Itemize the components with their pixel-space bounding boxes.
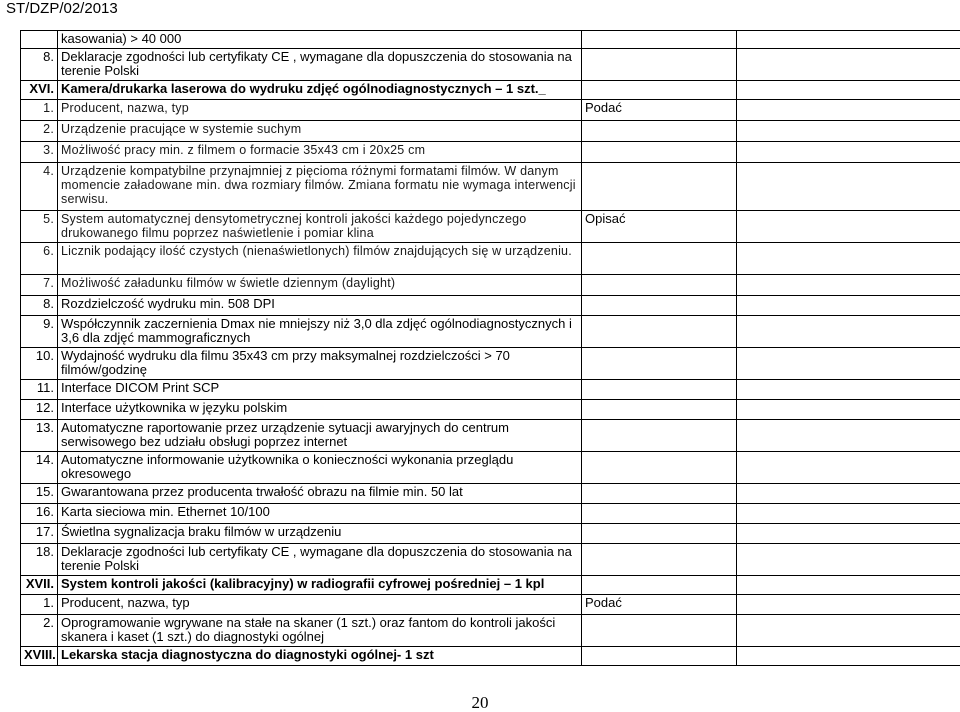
row-description: Interface DICOM Print SCP (58, 380, 582, 400)
row-offered-value[interactable] (737, 400, 960, 420)
section-header-row (21, 81, 960, 100)
row-description: Współczynnik zaczernienia Dmax nie mniejszy niż 3,0 dla zdjęć ogólnodiagnostycznych i 3,6 dla zdjęć mammograficznych (58, 316, 582, 348)
specification-table (20, 30, 960, 666)
row-requirement (582, 296, 737, 316)
table-row (21, 400, 960, 420)
table-row (21, 316, 960, 348)
row-number: 2. (21, 615, 58, 647)
table-row (21, 420, 960, 452)
row-description: Automatyczne raportowanie przez urządzenie sytuacji awaryjnych do centrum serwisowego bez udziału obsługi poprzez internet (58, 420, 582, 452)
row-offered-value[interactable] (737, 595, 960, 615)
table-row (21, 211, 960, 243)
row-description: System automatycznej densytometrycznej kontroli jakości każdego pojedynczego drukowanego filmu poprzez naświetlenie i pomiar klina (58, 211, 582, 243)
row-requirement: Opisać (582, 211, 737, 243)
row-offered-value[interactable] (737, 211, 960, 243)
row-offered-value[interactable] (737, 163, 960, 211)
section-title: Kamera/drukarka laserowa do wydruku zdjęć ogólnodiagnostycznych – 1 szt._ (58, 81, 582, 100)
row-offered-value[interactable] (737, 504, 960, 524)
row-description: Deklaracje zgodności lub certyfikaty CE , wymagane dla dopuszczenia do stosowania na terenie Polski (58, 544, 582, 576)
row-requirement (582, 121, 737, 142)
table-row (21, 484, 960, 504)
row-requirement: Podać (582, 100, 737, 121)
row-number: 7. (21, 275, 58, 296)
row-requirement (582, 504, 737, 524)
row-requirement (582, 243, 737, 275)
row-description: Karta sieciowa min. Ethernet 10/100 (58, 504, 582, 524)
row-description: kasowania) > 40 000 (58, 31, 582, 49)
row-number: 6. (21, 243, 58, 275)
section-title: Lekarska stacja diagnostyczna do diagnostyki ogólnej- 1 szt (58, 647, 582, 666)
row-number: 8. (21, 49, 58, 81)
row-offered-value[interactable] (737, 348, 960, 380)
table-row (21, 504, 960, 524)
row-number: 12. (21, 400, 58, 420)
table-row (21, 524, 960, 544)
table-row (21, 544, 960, 576)
row-number: 4. (21, 163, 58, 211)
row-number: 17. (21, 524, 58, 544)
row-description: Deklaracje zgodności lub certyfikaty CE , wymagane dla dopuszczenia do stosowania na terenie Polski (58, 49, 582, 81)
row-offered-value (737, 647, 960, 666)
row-requirement (582, 615, 737, 647)
row-number: 9. (21, 316, 58, 348)
row-offered-value[interactable] (737, 100, 960, 121)
row-requirement (582, 380, 737, 400)
row-number: 13. (21, 420, 58, 452)
row-requirement (582, 81, 737, 100)
row-offered-value[interactable] (737, 31, 960, 49)
table-row (21, 121, 960, 142)
table-row (21, 142, 960, 163)
row-description: Świetlna sygnalizacja braku filmów w urządzeniu (58, 524, 582, 544)
row-requirement: Podać (582, 595, 737, 615)
row-description: Automatyczne informowanie użytkownika o konieczności wykonania przeglądu okresowego (58, 452, 582, 484)
table-row (21, 452, 960, 484)
row-requirement (582, 400, 737, 420)
row-description: Rozdzielczość wydruku min. 508 DPI (58, 296, 582, 316)
table-row (21, 615, 960, 647)
table-row (21, 243, 960, 275)
row-offered-value[interactable] (737, 420, 960, 452)
row-number: 15. (21, 484, 58, 504)
row-number: 3. (21, 142, 58, 163)
row-requirement (582, 544, 737, 576)
row-requirement (582, 647, 737, 666)
row-description: Możliwość pracy min. z filmem o formacie 35x43 cm i 20x25 cm (58, 142, 582, 163)
row-requirement (582, 524, 737, 544)
section-header-row (21, 576, 960, 595)
row-number: 18. (21, 544, 58, 576)
section-title: System kontroli jakości (kalibracyjny) w radiografii cyfrowej pośredniej – 1 kpl (58, 576, 582, 595)
page-number: 20 (0, 694, 960, 712)
row-offered-value[interactable] (737, 544, 960, 576)
row-description: Wydajność wydruku dla filmu 35x43 cm przy maksymalnej rozdzielczości > 70 filmów/godzinę (58, 348, 582, 380)
row-offered-value[interactable] (737, 524, 960, 544)
row-description: Oprogramowanie wgrywane na stałe na skaner (1 szt.) oraz fantom do kontroli jakości skanera i kaset (1 szt.) do diagnostyki ogólnej (58, 615, 582, 647)
row-offered-value[interactable] (737, 49, 960, 81)
row-offered-value[interactable] (737, 380, 960, 400)
section-header-row (21, 647, 960, 666)
row-requirement (582, 275, 737, 296)
table-row (21, 296, 960, 316)
row-description: Możliwość załadunku filmów w świetle dziennym (daylight) (58, 275, 582, 296)
row-requirement (582, 316, 737, 348)
row-requirement (582, 142, 737, 163)
row-offered-value[interactable] (737, 275, 960, 296)
row-description: Urządzenie pracujące w systemie suchym (58, 121, 582, 142)
table-row (21, 380, 960, 400)
row-offered-value[interactable] (737, 452, 960, 484)
row-requirement (582, 576, 737, 595)
row-offered-value[interactable] (737, 316, 960, 348)
row-offered-value (737, 81, 960, 100)
row-description: Urządzenie kompatybilne przynajmniej z pięcioma różnymi formatami filmów. W danym momencie załadowane min. dwa rozmiary filmów. Zmiana formatu nie wymaga interwencji serwisu. (58, 163, 582, 211)
row-number: 1. (21, 595, 58, 615)
table-row (21, 31, 960, 49)
row-requirement (582, 163, 737, 211)
row-description: Interface użytkownika w języku polskim (58, 400, 582, 420)
row-number (21, 31, 58, 49)
row-offered-value[interactable] (737, 243, 960, 275)
row-offered-value[interactable] (737, 142, 960, 163)
row-number: 2. (21, 121, 58, 142)
table-row (21, 595, 960, 615)
row-description: Licznik podający ilość czystych (nienaświetlonych) filmów znajdujących się w urządzeniu. (58, 243, 582, 275)
row-number: 16. (21, 504, 58, 524)
row-requirement (582, 484, 737, 504)
row-number: 14. (21, 452, 58, 484)
row-requirement (582, 452, 737, 484)
row-requirement (582, 31, 737, 49)
row-offered-value[interactable] (737, 121, 960, 142)
document-id: ST/DZP/02/2013 (6, 0, 118, 18)
table-row (21, 348, 960, 380)
row-requirement (582, 49, 737, 81)
row-offered-value (737, 576, 960, 595)
table-row (21, 49, 960, 81)
table-row (21, 100, 960, 121)
row-requirement (582, 348, 737, 380)
row-number: 5. (21, 211, 58, 243)
row-description: Producent, nazwa, typ (58, 595, 582, 615)
row-number: 11. (21, 380, 58, 400)
row-description: Gwarantowana przez producenta trwałość obrazu na filmie min. 50 lat (58, 484, 582, 504)
table-row (21, 275, 960, 296)
row-number: 8. (21, 296, 58, 316)
section-number: XVI. (21, 81, 58, 100)
table-row (21, 163, 960, 211)
row-number: 10. (21, 348, 58, 380)
row-number: 1. (21, 100, 58, 121)
row-offered-value[interactable] (737, 615, 960, 647)
row-description: Producent, nazwa, typ (58, 100, 582, 121)
row-offered-value[interactable] (737, 484, 960, 504)
row-offered-value[interactable] (737, 296, 960, 316)
section-number: XVII. (21, 576, 58, 595)
row-requirement (582, 420, 737, 452)
section-number: XVIII. (21, 647, 58, 666)
